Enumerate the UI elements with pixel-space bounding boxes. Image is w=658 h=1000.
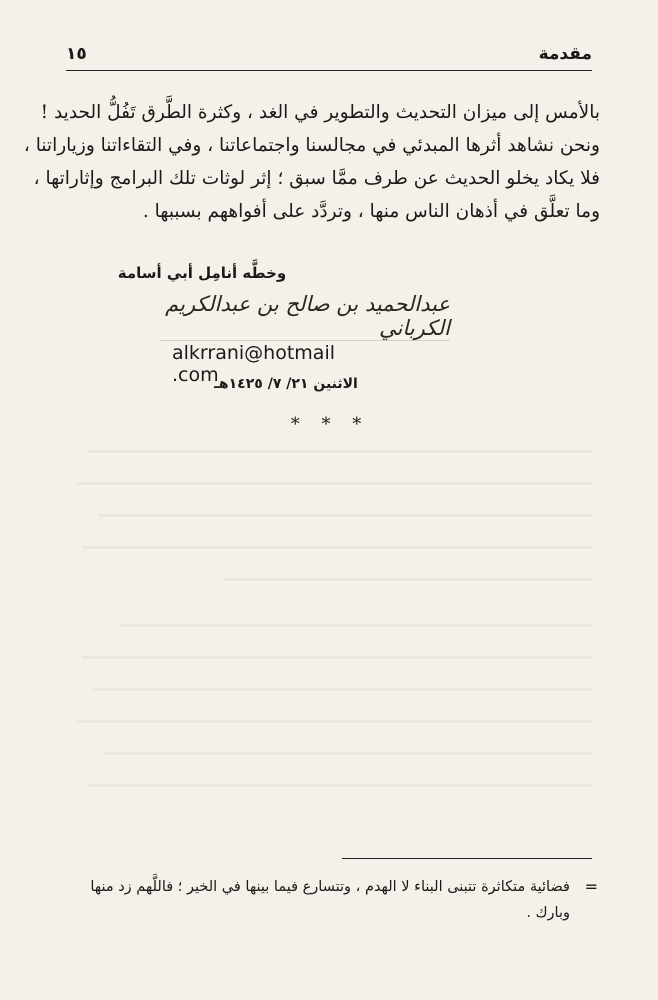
show-through-line xyxy=(92,688,592,691)
body-line: وما تعلَّق في أذهان الناس منها ، وتردَّد على أفواههم بسببها . xyxy=(142,201,600,222)
signature-email: alkrrani@hotmail .com xyxy=(172,342,336,386)
show-through-texture xyxy=(66,440,592,820)
body-line: ونحن نشاهد أثرها المبدئي في مجالسنا واجتماعاتنا ، وفي التقاءاتنا وزياراتنا ، xyxy=(23,135,600,156)
show-through-line xyxy=(82,656,592,659)
body-line: بالأمس إلى ميزان التحديث والتطوير في الغد ، وكثرة الطَّرق تَفُلُّ الحديد ! xyxy=(40,102,600,123)
show-through-line xyxy=(82,546,592,549)
footnote-line: وبارك . xyxy=(526,905,570,921)
section-separator: * * * xyxy=(290,414,370,435)
body-paragraph xyxy=(23,96,600,228)
body-line: فلا يكاد يخلو الحديث عن طرف ممَّا سبق ؛ إثر لوثات تلك البرامج وإثاراتها ، xyxy=(33,168,600,189)
footnote-text xyxy=(64,874,570,926)
running-header xyxy=(66,44,592,71)
footnote-line: فضائية متكاثرة تتبنى البناء لا الهدم ، وتتسارع فيما بينها في الخير ؛ فاللَّهم زد منها xyxy=(90,879,570,895)
show-through-line xyxy=(77,482,592,485)
footnote-marker: = xyxy=(584,877,598,896)
show-through-line xyxy=(87,784,592,787)
footnote-rule xyxy=(342,858,592,859)
show-through-line xyxy=(77,720,592,723)
footnote xyxy=(64,874,598,926)
signature-intro: وخطَّه أنامِل أبي أسامة xyxy=(117,264,287,282)
page-number: ١٥ xyxy=(66,44,87,64)
signature-date: الاثنين ٢١/ ٧/ ١٤٢٥هـ xyxy=(214,376,358,392)
show-through-line xyxy=(119,624,592,627)
header-title: مقدمة xyxy=(538,44,592,64)
show-through-line xyxy=(103,752,592,755)
show-through-line xyxy=(98,514,592,517)
signature-block xyxy=(0,264,658,434)
handwritten-signature xyxy=(160,292,450,341)
signature-name: عبدالحميد بن صالح بن عبدالكريم الكرباني xyxy=(165,292,450,340)
show-through-line xyxy=(87,450,592,453)
show-through-line xyxy=(224,578,592,581)
